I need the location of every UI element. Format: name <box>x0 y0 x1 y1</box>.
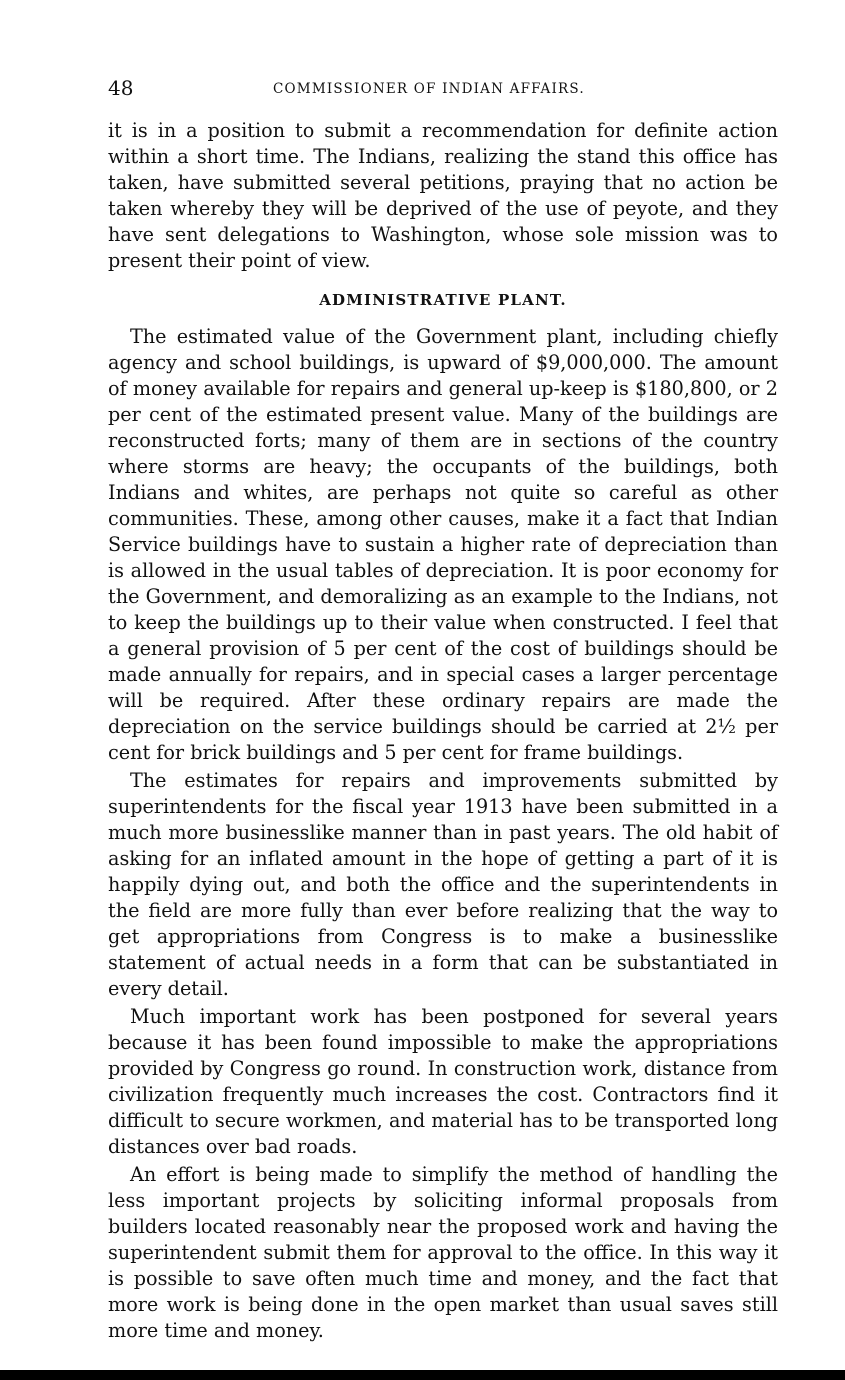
paragraph-postponed-work: Much important work has been postponed for several years because it has been found impossible to make the appropriations provided by Congress go round. In construction work, distance from civilization frequently much increases the cost. Contractors find it difficult to secure workmen, and material has to be transported long distances over bad roads. <box>108 1005 778 1158</box>
running-head: COMMISSIONER OF INDIAN AFFAIRS. <box>273 81 585 97</box>
paragraph-continuation: it is in a position to submit a recommendation for definite action within a short time. The Indians, realizing the stand this office has taken, have submitted several petitions, praying that no action be taken whereby they will be deprived of the use of peyote, and they have sent delegations to Washington, whose sole mission was to present their point of view. <box>108 119 778 272</box>
page-header <box>108 76 778 104</box>
section-heading: ADMINISTRATIVE PLANT. <box>319 291 567 309</box>
body-text <box>108 118 778 1344</box>
paragraph-repair-estimates: The estimates for repairs and improvements submitted by superintendents for the fiscal year 1913 have been submitted in a much more businesslike manner than in past years. The old habit of asking for an inflated amount in the hope of getting a part of it is happily dying out, and both the office and the superintendents in the field are more fully than ever before realizing that the way to get appropriations from Congress is to make a businesslike statement of actual needs in a form that can be substantiated in every detail. <box>108 769 778 1000</box>
paragraph-informal-proposals: An effort is being made to simplify the method of handling the less important projects by soliciting informal proposals from builders located reasonably near the proposed work and having the superintendent submit them for approval to the office. In this way it is possible to save often much time and money, and the fact that more work is being done in the open market than usual saves still more time and money. <box>108 1163 778 1342</box>
page-number: 48 <box>108 76 134 100</box>
paragraph-administrative-plant: The estimated value of the Government plant, including chiefly agency and school buildings, is upward of $9,000,000. The amount of money available for repairs and general up-keep is $180,800, or 2 per cent of the estimated present value. Many of the buildings are reconstructed forts; many of them are in sections of the country where storms are heavy; the occupants of the buildings, both Indians and whites, are perhaps not quite so careful as other communities. These, among other causes, make it a fact that Indian Service buildings have to sustain a higher rate of depreciation than is allowed in the usual tables of depreciation. It is poor economy for the Government, and demoralizing as an example to the Indians, not to keep the buildings up to their value when constructed. I feel that a general provision of 5 per cent of the cost of buildings should be made annually for repairs, and in special cases a larger percentage will be required. After these ordinary repairs are made the depreciation on the service buildings should be carried at 2½ per cent for brick buildings and 5 per cent for frame buildings. <box>108 325 778 764</box>
bottom-border <box>0 1370 845 1380</box>
